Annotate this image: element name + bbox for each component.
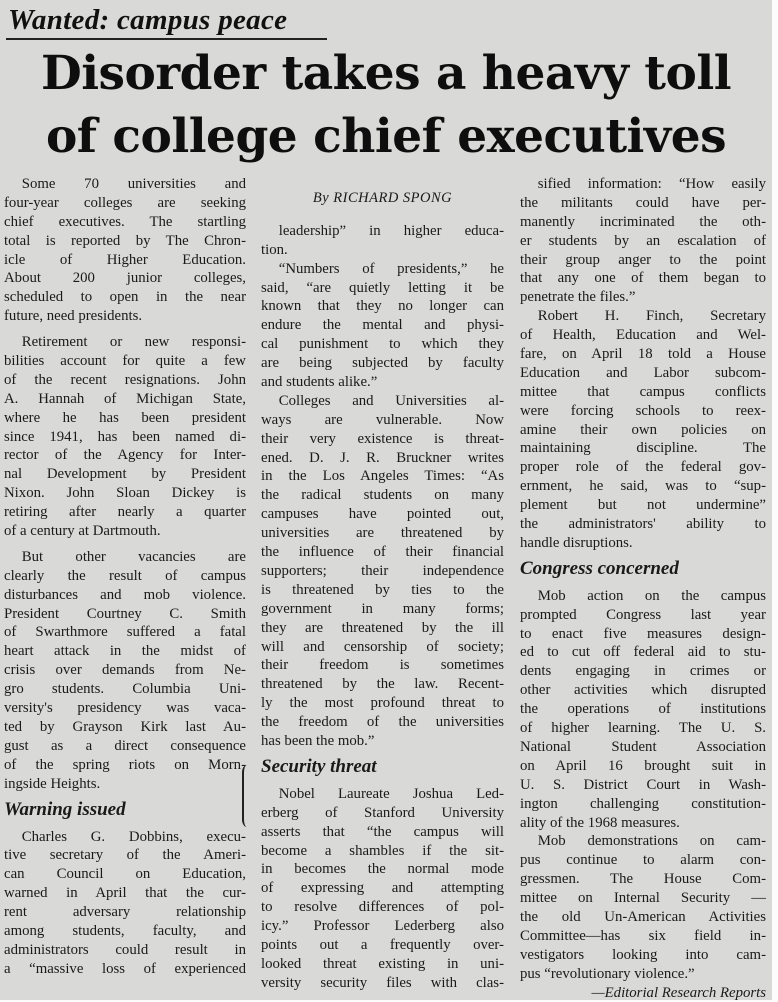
text-line: cal punishment to which they	[261, 336, 504, 353]
text-line: handle disruptions.	[520, 534, 633, 551]
text-line: said, “are quietly letting it be	[261, 279, 504, 296]
text-line: Committee—has six field in-	[520, 927, 766, 944]
subheading: Security threat	[261, 755, 377, 777]
text-line: “Numbers of presidents,” he	[278, 260, 504, 277]
text-line: points out a frequently over-	[261, 936, 504, 953]
text-line: Some 70 universities and	[21, 176, 246, 192]
text-line: ington challenging constitution-	[520, 795, 766, 812]
text-line: to enact five measures design-	[520, 625, 766, 642]
text-line: the operations of institutions	[520, 701, 766, 718]
text-line: nal Development by President	[4, 466, 246, 483]
text-line: Colleges and Universities al-	[278, 392, 504, 409]
headline	[0, 42, 772, 168]
text-line: maintaining discipline. The	[520, 440, 766, 457]
text-line: rent adversary relationship	[4, 904, 246, 921]
text-line: leadership” in higher educa-	[278, 222, 504, 239]
text-line: the radical students on many	[261, 487, 504, 504]
text-line: ly the most profound threat to	[261, 695, 504, 712]
column-3	[520, 175, 766, 1002]
text-line: icy.” Professor Lederberg also	[261, 918, 504, 935]
text-line: plement but not undermine”	[520, 497, 766, 514]
text-line: were forcing schools to reex-	[520, 402, 766, 419]
text-line: the administrators' ability to	[520, 516, 766, 533]
text-line: President Courtney C. Smith	[4, 605, 246, 622]
paragraph	[4, 333, 246, 541]
text-line: they are threatened by the ill	[261, 619, 504, 636]
text-line: retiring after nearly a quarter	[4, 504, 246, 521]
text-line: in becomes the normal mode	[261, 861, 504, 878]
text-line: on April 16 brought suit in	[520, 757, 766, 774]
text-line: their very existence is threat-	[261, 430, 504, 447]
text-line: of the spring riots on Morn-	[4, 756, 246, 773]
paragraph	[4, 828, 246, 979]
headline-line: Disorder takes a heavy toll	[40, 46, 732, 101]
text-line: become a shambles if the sit-	[261, 842, 504, 859]
text-line: versity's presidency was vaca-	[4, 700, 246, 717]
text-line: ed to cut off federal aid to stu-	[520, 644, 766, 661]
subheading: Congress concerned	[520, 557, 679, 579]
text-line: Mob action on the campus	[537, 587, 766, 604]
text-line: tion.	[261, 241, 288, 258]
text-line: clearly the result of campus	[4, 567, 246, 584]
text-line: the old Un-American Activities	[520, 908, 766, 925]
text-line: has been the mob.”	[261, 732, 375, 749]
text-line: vestigators looking into cam-	[520, 946, 766, 963]
paragraph	[520, 832, 766, 983]
text-line: known that they no longer can	[261, 298, 504, 315]
text-line: heart attack in the midst of	[4, 643, 246, 660]
text-line: future, need presidents.	[4, 308, 143, 325]
text-line: mittee on Internal Security —	[520, 890, 766, 907]
text-line: can Council on Education,	[4, 866, 246, 883]
paragraph	[520, 587, 766, 833]
text-line: manently incriminated the oth-	[520, 213, 766, 230]
paragraph	[4, 175, 246, 326]
text-line: proper role of the federal gov-	[520, 459, 766, 476]
text-line: among students, faculty, and	[4, 922, 246, 939]
paragraph	[261, 222, 504, 260]
text-line: fare, on April 18 told a House	[520, 346, 766, 363]
text-line: of Health, Education and Wel-	[520, 327, 766, 344]
text-line: dents engaging in crimes or	[520, 663, 766, 680]
text-line: that any one of them began to	[520, 270, 766, 287]
text-line: total is reported by The Chron-	[4, 232, 246, 249]
text-line: to resolve differences of pol-	[261, 899, 504, 916]
text-line: mittee that campus conflicts	[520, 383, 766, 400]
text-line: icle of Higher Education.	[4, 251, 246, 268]
text-line: ingside Heights.	[4, 775, 101, 792]
text-line: pus “revolutionary violence.”	[520, 965, 695, 982]
text-line: and students alike.”	[261, 374, 378, 391]
text-line: bilities account for quite a few	[4, 353, 246, 370]
text-line: the influence of their financial	[261, 544, 504, 561]
text-line: other activities which disrupted	[520, 682, 766, 699]
text-line: of a century at Dartmouth.	[4, 523, 161, 540]
text-line: their group anger to the point	[520, 251, 766, 268]
text-line: penetrate the files.”	[520, 289, 636, 306]
text-line: will and censorship of society;	[261, 638, 504, 655]
text-line: campuses have pointed out,	[261, 506, 504, 523]
text-line: the freedom of the universities	[261, 714, 504, 731]
text-line: But other vacancies are	[21, 548, 246, 565]
text-line: gro students. Columbia Uni-	[4, 681, 246, 698]
text-line: Charles G. Dobbins, execu-	[21, 828, 246, 845]
text-line: Robert H. Finch, Secretary	[537, 308, 766, 325]
text-line: Mob demonstrations on cam-	[537, 833, 766, 850]
text-line: are being subjected by faculty	[261, 355, 504, 372]
text-line: erberg of Stanford University	[261, 804, 504, 821]
kicker: Wanted: campus peace	[6, 4, 327, 40]
text-line: ways are vulnerable. Now	[261, 411, 504, 428]
text-line: their freedom is sometimes	[261, 657, 504, 674]
text-line: looked threat existing in uni-	[261, 955, 504, 972]
text-line: four-year colleges are seeking	[4, 194, 246, 211]
text-line: since 1941, has been named di-	[4, 428, 246, 445]
byline: By RICHARD SPONG	[312, 190, 453, 206]
text-line: er students by an escalation of	[520, 232, 766, 249]
credit-line: —Editorial Research Reports	[591, 984, 766, 1001]
paragraph	[261, 785, 504, 993]
text-line: tive secretary of the Ameri-	[4, 847, 246, 864]
text-line: Nixon. John Sloan Dickey is	[4, 485, 246, 502]
text-line: where he has been president	[4, 409, 246, 426]
paragraph	[261, 260, 504, 392]
text-line: amine their own policies on	[520, 421, 766, 438]
text-line: Education and Labor subcom-	[520, 364, 766, 381]
text-line: gust as a direct consequence	[4, 737, 246, 754]
column-1	[4, 175, 246, 979]
text-line: endure the mental and physi-	[261, 317, 504, 334]
text-line: rector of the Agency for Inter-	[4, 447, 246, 464]
text-line: crisis over demands from Ne-	[4, 662, 246, 679]
text-line: prompted Congress last year	[520, 606, 766, 623]
text-line: of Swarthmore suffered a fatal	[4, 624, 246, 641]
text-line: of expressing and attempting	[261, 880, 504, 897]
text-line: Retirement or new responsi-	[21, 334, 246, 351]
text-line: Nobel Laureate Joshua Led-	[278, 785, 504, 802]
text-line: versity security files with clas-	[261, 974, 504, 991]
text-line: ened. D. J. R. Bruckner writes	[261, 449, 504, 466]
text-line: universities are threatened by	[261, 525, 504, 542]
text-line: ality of the 1968 measures.	[520, 814, 680, 831]
text-line: sified information: “How easily	[537, 176, 766, 192]
column-2	[261, 175, 504, 993]
text-line: warned in April that the cur-	[4, 885, 246, 902]
text-line: asserts that “the campus will	[261, 823, 504, 840]
margin-mark	[242, 765, 252, 827]
paragraph	[4, 548, 246, 794]
text-line: supporters; their independence	[261, 562, 504, 579]
text-line: the militants could have per-	[520, 194, 766, 211]
paragraph	[261, 392, 504, 751]
text-line: threatened by the law. Recent-	[261, 676, 504, 693]
text-line: About 200 junior colleges,	[4, 270, 246, 287]
text-line: a “massive loss of experienced	[4, 960, 246, 977]
text-line: of the recent resignations. John	[4, 371, 246, 388]
text-line: ted by Grayson Kirk last Au-	[4, 718, 246, 735]
text-line: ernment, he said, was to “sup-	[520, 478, 766, 495]
paragraph	[520, 175, 766, 307]
text-line: chief executives. The startling	[4, 213, 246, 230]
paragraph	[520, 307, 766, 553]
text-line: government in many forms;	[261, 600, 504, 617]
text-line: U. S. District Court in Wash-	[520, 776, 766, 793]
text-line: in the Los Angeles Times: “As	[261, 468, 504, 485]
text-line: is threatened by ties to the	[261, 581, 504, 598]
headline-line: of college chief executives	[45, 109, 727, 164]
text-line: A. Hannah of Michigan State,	[4, 390, 246, 407]
subheading: Warning issued	[4, 798, 126, 820]
text-line: of higher learning. The U. S.	[520, 720, 766, 737]
text-line: National Student Association	[520, 738, 766, 755]
text-line: gressmen. The House Com-	[520, 871, 766, 888]
text-line: disturbances and mob violence.	[4, 586, 246, 603]
text-line: scheduled to open in the near	[4, 289, 246, 306]
text-line: pus continue to alarm con-	[520, 852, 766, 869]
text-line: administrators could result in	[4, 941, 246, 958]
